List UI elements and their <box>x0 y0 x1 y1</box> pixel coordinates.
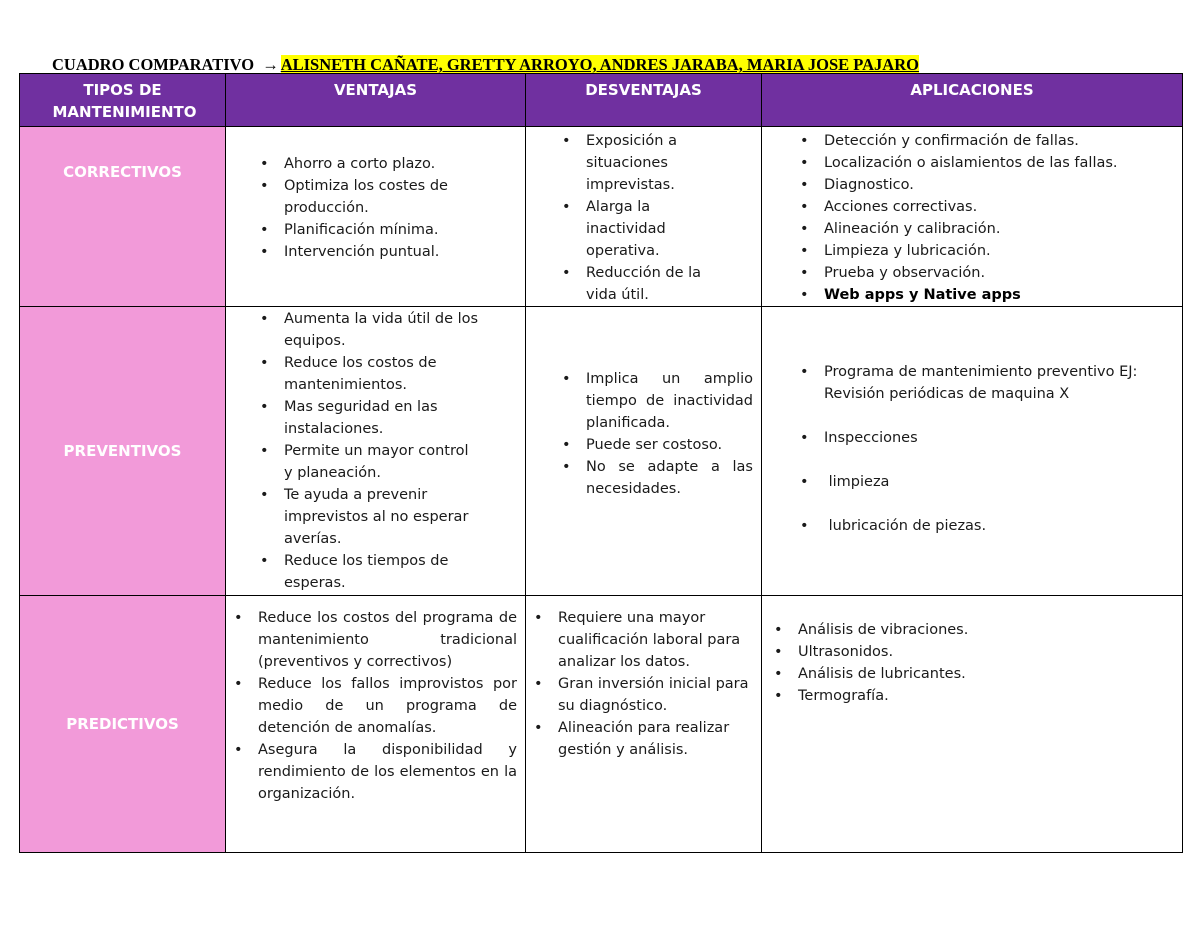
list-item: • Requiere una mayor cualificación laboral para analizar los datos. <box>530 607 755 673</box>
list-item: • Ahorro a corto plazo. <box>256 153 465 175</box>
list-item: • Alineación y calibración. <box>796 218 1182 240</box>
table-row <box>20 307 1183 596</box>
list-item: • Puede ser costoso. <box>558 434 753 456</box>
preventivos-ventajas <box>226 307 526 596</box>
list-item: • Análisis de lubricantes. <box>770 663 1182 685</box>
arrow-right-icon: → <box>262 55 279 74</box>
preventivos-aplicaciones <box>762 307 1183 596</box>
list-item: • Localización o aislamientos de las fallas. <box>796 152 1182 174</box>
table-row <box>20 127 1183 307</box>
predictivos-desventajas <box>526 596 762 853</box>
correctivos-ventajas <box>226 127 526 307</box>
list-item: • Análisis de vibraciones. <box>770 619 1182 641</box>
preventivos-desventajas <box>526 307 762 596</box>
header-desventajas: DESVENTAJAS <box>526 74 762 127</box>
predictivos-ventajas <box>226 596 526 853</box>
list-item: • Exposición a situaciones imprevistas. <box>558 130 721 196</box>
list-item: • Limpieza y lubricación. <box>796 240 1182 262</box>
list-item: • Termografía. <box>770 685 1182 707</box>
list-item: • Reduce los costos del programa de mantenimiento tradicional (preventivos y correctivos) <box>230 607 517 673</box>
list-item: • Optimiza los costes de producción. <box>256 175 465 219</box>
table-row <box>20 596 1183 853</box>
list-item: • Aumenta la vida útil de los equipos. <box>256 308 479 352</box>
row-type-predictivos: PREDICTIVOS <box>20 596 226 853</box>
list-item: • Prueba y observación. <box>796 262 1182 284</box>
list-item: • Acciones correctivas. <box>796 196 1182 218</box>
list-item: • Reducción de la vida útil. <box>558 262 721 306</box>
header-ventajas: VENTAJAS <box>226 74 526 127</box>
list-item: • Intervención puntual. <box>256 241 465 263</box>
list-item: • Diagnostico. <box>796 174 1182 196</box>
list-item: • Asegura la disponibilidad y rendimiento de los elementos en la organización. <box>230 739 517 805</box>
row-type-correctivos: CORRECTIVOS <box>20 127 226 307</box>
list-item: • Planificación mínima. <box>256 219 465 241</box>
comparison-table <box>19 73 1183 853</box>
list-item: • Reduce los fallos improvistos por medio de un programa de detención de anomalías. <box>230 673 517 739</box>
list-item: • lubricación de piezas. <box>796 515 1162 537</box>
list-item: • Detección y confirmación de fallas. <box>796 130 1182 152</box>
header-row <box>20 74 1183 127</box>
correctivos-aplicaciones <box>762 127 1183 307</box>
list-item: • Mas seguridad en las instalaciones. <box>256 396 479 440</box>
list-item: • Alineación para realizar gestión y análisis. <box>530 717 755 761</box>
document-title <box>52 55 919 75</box>
predictivos-aplicaciones <box>762 596 1183 853</box>
list-item: • Te ayuda a prevenir imprevistos al no esperar averías. <box>256 484 479 550</box>
list-item: • Reduce los costos de mantenimientos. <box>256 352 479 396</box>
header-aplicaciones: APLICACIONES <box>762 74 1183 127</box>
title-label: CUADRO COMPARATIVO <box>52 55 255 74</box>
list-item: • Ultrasonidos. <box>770 641 1182 663</box>
list-item: • Implica un amplio tiempo de inactividad planificada. <box>558 368 753 434</box>
list-item: • limpieza <box>796 471 1162 493</box>
correctivos-desventajas <box>526 127 762 307</box>
list-item: • Programa de mantenimiento preventivo EJ: Revisión periódicas de maquina X <box>796 361 1162 405</box>
list-item: • Gran inversión inicial para su diagnóstico. <box>530 673 755 717</box>
list-item: • Alarga la inactividad operativa. <box>558 196 721 262</box>
list-item: • Reduce los tiempos de esperas. <box>256 550 479 594</box>
authors-highlight: ALISNETH CAÑATE, GRETTY ARROYO, ANDRES JARABA, MARIA JOSE PAJARO <box>280 55 919 74</box>
list-item: • No se adapte a las necesidades. <box>558 456 753 500</box>
list-item: • Inspecciones <box>796 427 1162 449</box>
row-type-preventivos: PREVENTIVOS <box>20 307 226 596</box>
header-type: TIPOS DE MANTENIMIENTO <box>20 74 226 127</box>
list-item: • Permite un mayor control y planeación. <box>256 440 479 484</box>
list-item: • Web apps y Native apps <box>796 284 1182 306</box>
